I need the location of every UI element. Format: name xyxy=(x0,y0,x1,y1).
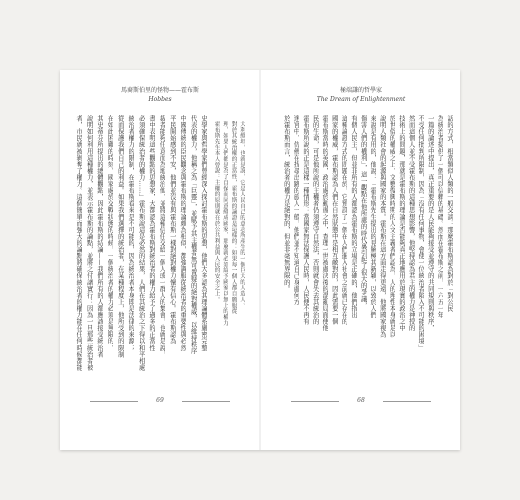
text-line: 在如此困難的時刻，國家處於交戰狀態的時候，一個統治者的權力必須是無限的， xyxy=(106,115,114,351)
text-line: 於世俗的權威之上，文藝復興時期的人文主義者們認為，人的理性本身就足以 xyxy=(388,115,396,338)
text-line: 說明人類社會的起源與國家的本質。霍布斯在這方面走得更遠，他將國家視為 xyxy=(378,115,386,338)
text-line: 這種論證方式的問題在於，它預設了一個在人們進入社會之前就已存在的 xyxy=(340,115,348,325)
running-head-english: The Dream of Enlightenment xyxy=(316,96,406,103)
text-line: 書中表明這些觀點的思想家，大都認為霍布斯對統治者的權力給予了過多的正當性 xyxy=(148,115,155,351)
text-line: 為統治者提供了一個可以信賴的基礎。然而在霍布斯之前，一六五一年 xyxy=(436,115,444,319)
text-line: 史學家與哲學家們曾經深入探討霍布斯的思想，他們大多認為其理論體系嚴密完整 xyxy=(200,115,207,351)
running-head-chinese: 馬裔斯伯里的怪物——霍布斯 xyxy=(120,87,199,94)
quote-line: 大利維坦，也就是說，它是人民自己的意志所產生的一個巨大的人造人。 xyxy=(239,121,245,309)
text-line: 必須確保統治者的權力……」霍布斯說這是必然的結果，人們在其統治之下得以和平相處 xyxy=(137,115,145,371)
page-number: 68 xyxy=(357,397,365,404)
text-line: 霍布斯當時的英國，政治處於動盪之中，查理一世被處決後的混亂局面使他 xyxy=(321,115,329,332)
page-number: 69 xyxy=(156,397,164,404)
text-line: 技術上的問題，那就是霍布斯的理論是否能夠真正地應用於現實的政治之中 xyxy=(398,115,405,332)
left-page xyxy=(60,70,260,450)
quote-line: 對於其統治權的正當性，霍布斯的論證是這樣的：如果每一個人都自願服從 xyxy=(230,121,237,315)
text-line: 其史蒂芬所提出的總體觀點，因此霍布斯的結論——我們所有的人都應該接受統治者 xyxy=(96,115,103,358)
text-line: 統治者權力的限制，在霍布斯看來是不可能的，因為統治者本身即是法律的來源； xyxy=(127,115,135,351)
text-line: 一篇的論述中提出，真正重要的是人民能夠接受並遵守的共同規則與秩序， xyxy=(426,115,434,332)
text-line: 中國傳統的臣民觀念與霍布斯的理論頗為相似，都強調服從統治者的重要性與必然 xyxy=(179,115,187,351)
text-line: 說明如何利用這種權力，並表示霍布斯的論點，並將之付諸實行：因為一旦那些統治者被 xyxy=(85,115,93,371)
folio-rule xyxy=(291,401,339,402)
folio-rule xyxy=(182,401,230,402)
book-spread xyxy=(60,70,460,450)
text-line: 話的方式，相當類似人類的一般交談：那麼霍布斯認為對於「對公民 xyxy=(446,115,453,312)
text-line: 平民開始感到不安，他們並沒有與霍布斯一樣對絕對權力懷有信心。霍布斯認為 xyxy=(168,115,176,345)
text-line: 迷宮中，仿佛在找尋出路的旅人一般，他們並不知道自己身處何方 xyxy=(292,115,300,305)
text-line: 代表的權力，他稱之為「巨靈」，並賦予其主權者無可置疑的絕對權威，以維持秩序 xyxy=(189,115,197,355)
text-line: 於霍布斯而言，統治者的權力是絕對的，但並非毫無界限的。 xyxy=(282,115,290,292)
text-line: 來說是有用的，他說：「霍布斯先生提出的見解極其新穎，以致於人們 xyxy=(369,115,377,319)
text-line: 不受任何批判所限制，因為「沒有任何事物，會使一位統治者陷入不可能的困境」 xyxy=(417,115,425,351)
text-line: 民的生命，可是他所說的主權者仍須遵守自然法，否則就會失去其統治的 xyxy=(311,115,319,325)
text-line: 霍布斯所說的正是這樣一種情形：當國家無法保護人民時，人民便不再有 xyxy=(302,115,309,325)
running-head-chinese: 極端謙的哲學家 xyxy=(339,87,382,94)
folio-rule xyxy=(383,401,431,402)
running-head-english: Hobbes xyxy=(148,96,172,103)
quote-line: 理，如果人們都是為了自保而同意組成國家，那麼就必須給予國家以無上的權力 xyxy=(222,121,228,326)
text-line: 者，市民就被剝奪了權力。這個簡單而強大的論點將確保統治者的權力能在任何時候都能 xyxy=(75,115,83,371)
text-line: 國家的權威，霍布斯認為人們在自然狀態中是相互敵對的，因此需要一個 xyxy=(330,115,338,325)
folio-rule xyxy=(90,401,138,402)
text-line: 有個人民主，但並非所有的人都認為霍布斯的立場是正確的，他們指出 xyxy=(350,115,357,319)
right-page xyxy=(261,70,461,450)
quote-line: 霍布斯先生本人曾說：主權的原則就在於公共利益與人民的安全之上。 xyxy=(213,121,220,303)
text-line: 從而保護我們自己的利益。如果我們選擇的統治者，在某種程度上，他所受到的限制 xyxy=(116,115,124,358)
text-line: 傷害人們的權利」，這一觀點在他所處的時代裏引起了很大的爭議， xyxy=(359,115,367,309)
text-line: 裁者能夠任意而為地統治他，並將這種信任交給一個人或一群人的集會，也就是說， xyxy=(158,115,166,358)
text-line: 然而這個人並不受霍布斯的這種思想影響，他堅持認為君主的權力是神授的 xyxy=(407,115,415,332)
